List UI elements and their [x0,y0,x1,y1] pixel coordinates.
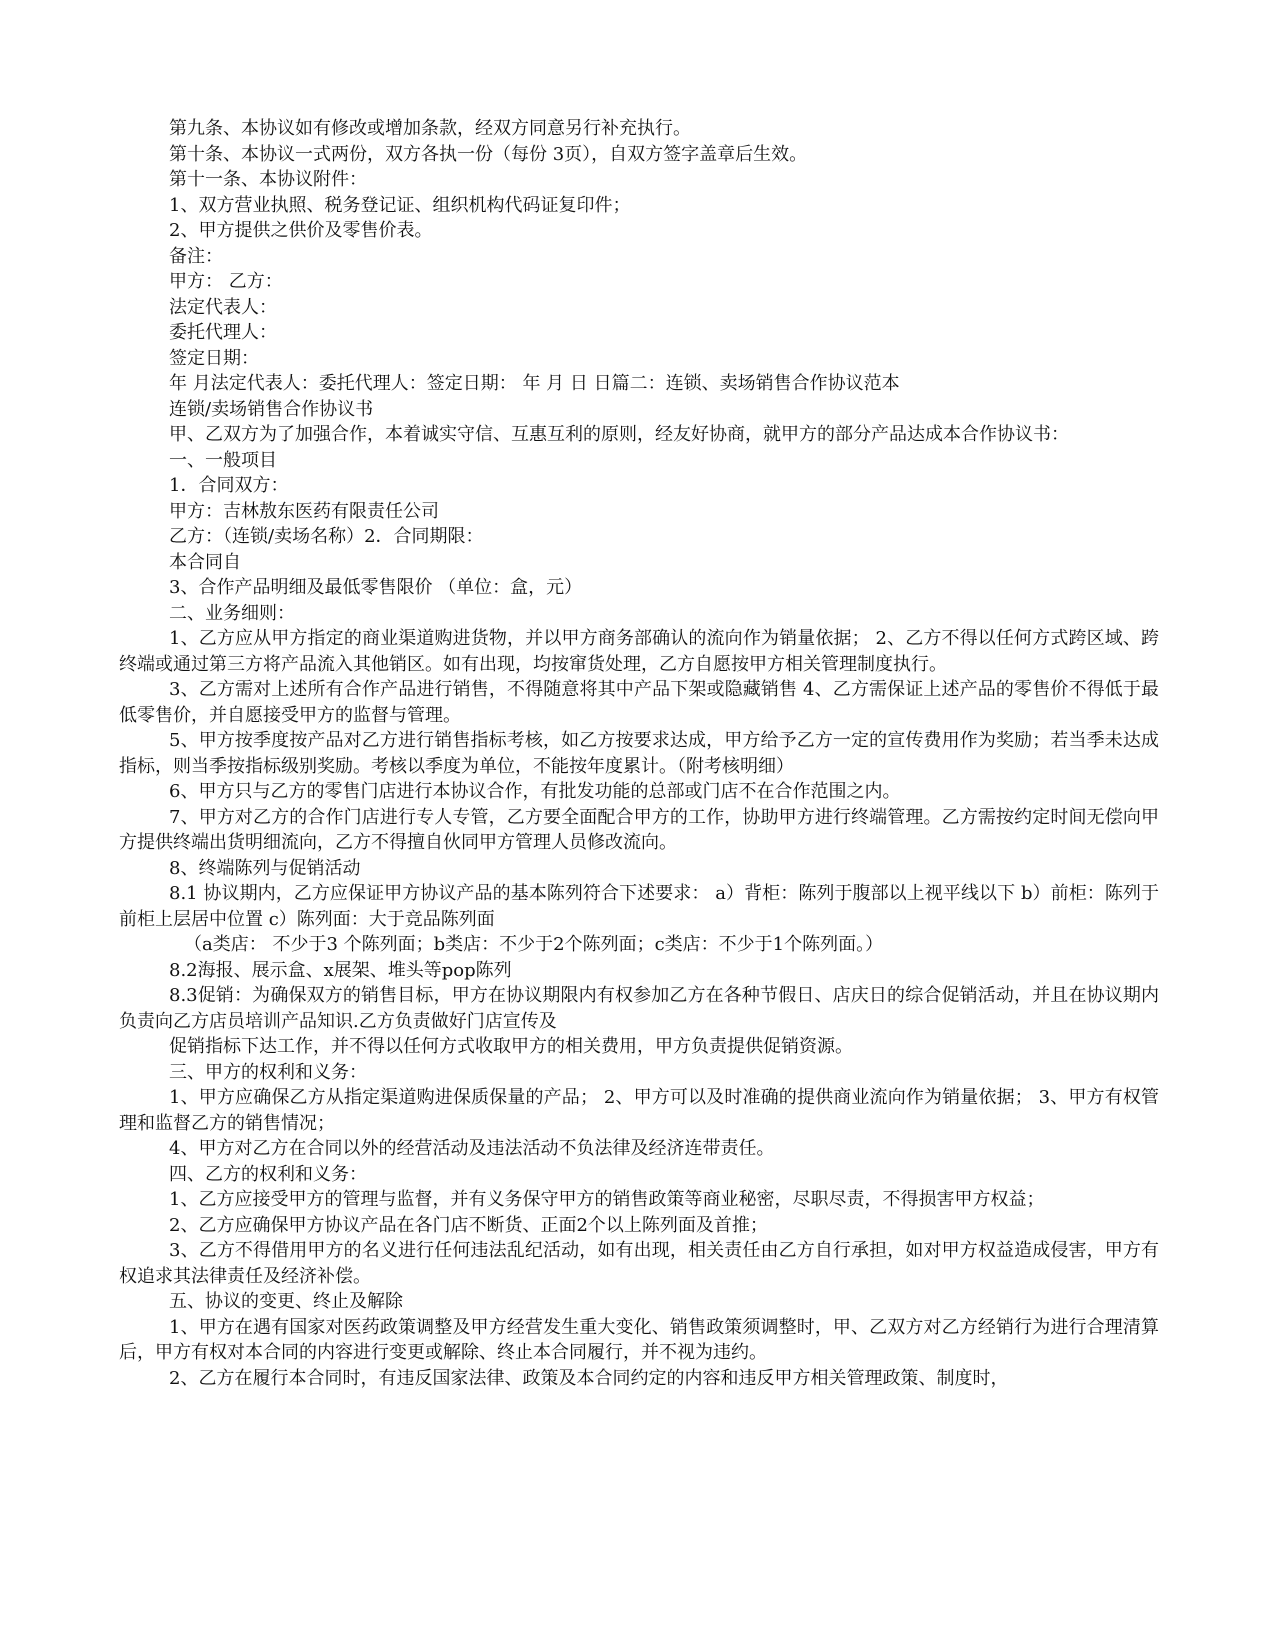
paragraph: 2、乙方在履行本合同时，有违反国家法律、政策及本合同约定的内容和违反甲方相关管理政策、制度时， [169,1367,1009,1389]
paragraph: 签定日期： [169,347,259,369]
paragraph: 第十一条、本协议附件： [169,169,367,190]
paragraph: 8.3促销：为确保双方的销售目标，甲方在协议期限内有权参加乙方在各种节假日、店庆日的综合促销活动，并且在协议期内负责向乙方店员培训产品知识.乙方负责做好门店宣传及 [119,985,1159,1032]
paragraph: 甲方： 乙方： [169,271,283,292]
paragraph: 8.1 协议期内，乙方应保证甲方协议产品的基本陈列符合下述要求： a）背柜：陈列于腹部以上视平线以下 b）前柜：陈列于前柜上层居中位置 c）陈列面：大于竞品陈列面 [119,883,1159,930]
document-body [119,116,1159,1391]
paragraph: 1、乙方应从甲方指定的商业渠道购进货物，并以甲方商务部确认的流向作为销量依据； 2、乙方不得以任何方式跨区域、跨终端或通过第三方将产品流入其他销区。如有出现，均按窜货处理，乙方自愿按甲方相关管理制度执行。 [119,628,1159,675]
paragraph: 促销指标下达工作，并不得以任何方式收取甲方的相关费用，甲方负责提供促销资源。 [169,1036,853,1057]
paragraph: 1．合同双方： [169,475,289,496]
paragraph: 5、甲方按季度按产品对乙方进行销售指标考核，如乙方按要求达成，甲方给予乙方一定的宣传费用作为奖励；若当季未达成指标，则当季按指标级别奖励。考核以季度为单位，不能按年度累计。（附考核明细） [119,730,1159,777]
paragraph: 甲、乙双方为了加强合作，本着诚实守信、互惠互利的原则，经友好协商，就甲方的部分产品达成本合作协议书： [169,424,1069,445]
paragraph: 法定代表人： [169,296,277,318]
paragraph: 1、双方营业执照、税务登记证、组织机构代码证复印件； [169,194,631,216]
paragraph: 3、乙方不得借用甲方的名义进行任何违法乱纪活动，如有出现，相关责任由乙方自行承担，如对甲方权益造成侵害，甲方有权追求其法律责任及经济补偿。 [119,1240,1159,1287]
section-heading: 四、乙方的权利和义务： [169,1163,367,1185]
document-title: 连锁/卖场销售合作协议书 [169,398,374,420]
paragraph: 备注： [169,245,223,267]
paragraph: （a类店： 不少于3 个陈列面；b类店：不少于2个陈列面；c类店：不少于1个陈列面。） [184,934,884,955]
paragraph: 2、乙方应确保甲方协议产品在各门店不断货、正面2个以上陈列面及首推； [169,1214,768,1236]
section-heading: 五、协议的变更、终止及解除 [169,1291,403,1312]
paragraph: 1、甲方应确保乙方从指定渠道购进保质保量的产品； 2、甲方可以及时准确的提供商业流向作为销量依据； 3、甲方有权管理和监督乙方的销售情况； [119,1087,1159,1134]
section-heading: 二、业务细则： [169,602,295,624]
paragraph: 本合同自 [169,551,241,573]
paragraph: 2、甲方提供之供价及零售价表。 [169,220,433,241]
paragraph: 3、乙方需对上述所有合作产品进行销售，不得随意将其中产品下架或隐藏销售 4、乙方需保证上述产品的零售价不得低于最低零售价，并自愿接受甲方的监督与管理。 [119,679,1159,726]
paragraph: 4、甲方对乙方在合同以外的经营活动及违法活动不负法律及经济连带责任。 [169,1138,775,1159]
paragraph: 甲方：吉林敖东医药有限责任公司 [169,500,439,522]
paragraph: 3、合作产品明细及最低零售限价 （单位：盒，元） [169,577,583,598]
paragraph: 年 月法定代表人：委托代理人：签定日期： 年 月 日 日篇二：连锁、卖场销售合作协议范本 [169,373,900,394]
paragraph: 第十条、本协议一式两份，双方各执一份（每份 3页），自双方签字盖章后生效。 [169,143,808,165]
paragraph: 乙方：（连锁/卖场名称）2．合同期限： [169,526,484,547]
paragraph: 7、甲方对乙方的合作门店进行专人专管，乙方要全面配合甲方的工作，协助甲方进行终端管理。乙方需按约定时间无偿向甲方提供终端出货明细流向，乙方不得擅自伙同甲方管理人员修改流向。 [119,806,1159,853]
paragraph: 8、终端陈列与促销活动 [169,857,361,879]
paragraph: 1、乙方应接受甲方的管理与监督，并有义务保守甲方的销售政策等商业秘密，尽职尽责，不得损害甲方权益； [169,1189,1045,1210]
section-heading: 一、一般项目 [169,449,277,471]
paragraph: 8.2海报、展示盒、x展架、堆头等pop陈列 [169,959,512,981]
paragraph: 1、甲方在遇有国家对医药政策调整及甲方经营发生重大变化、销售政策须调整时，甲、乙双方对乙方经销行为进行合理清算后，甲方有权对本合同的内容进行变更或解除、终止本合同履行，并不视为违约。 [119,1316,1159,1363]
paragraph: 第九条、本协议如有修改或增加条款，经双方同意另行补充执行。 [169,118,691,139]
section-heading: 三、甲方的权利和义务： [169,1061,367,1083]
paragraph: 6、甲方只与乙方的零售门店进行本协议合作，有批发功能的总部或门店不在合作范围之内。 [169,781,901,802]
paragraph: 委托代理人： [169,322,277,343]
